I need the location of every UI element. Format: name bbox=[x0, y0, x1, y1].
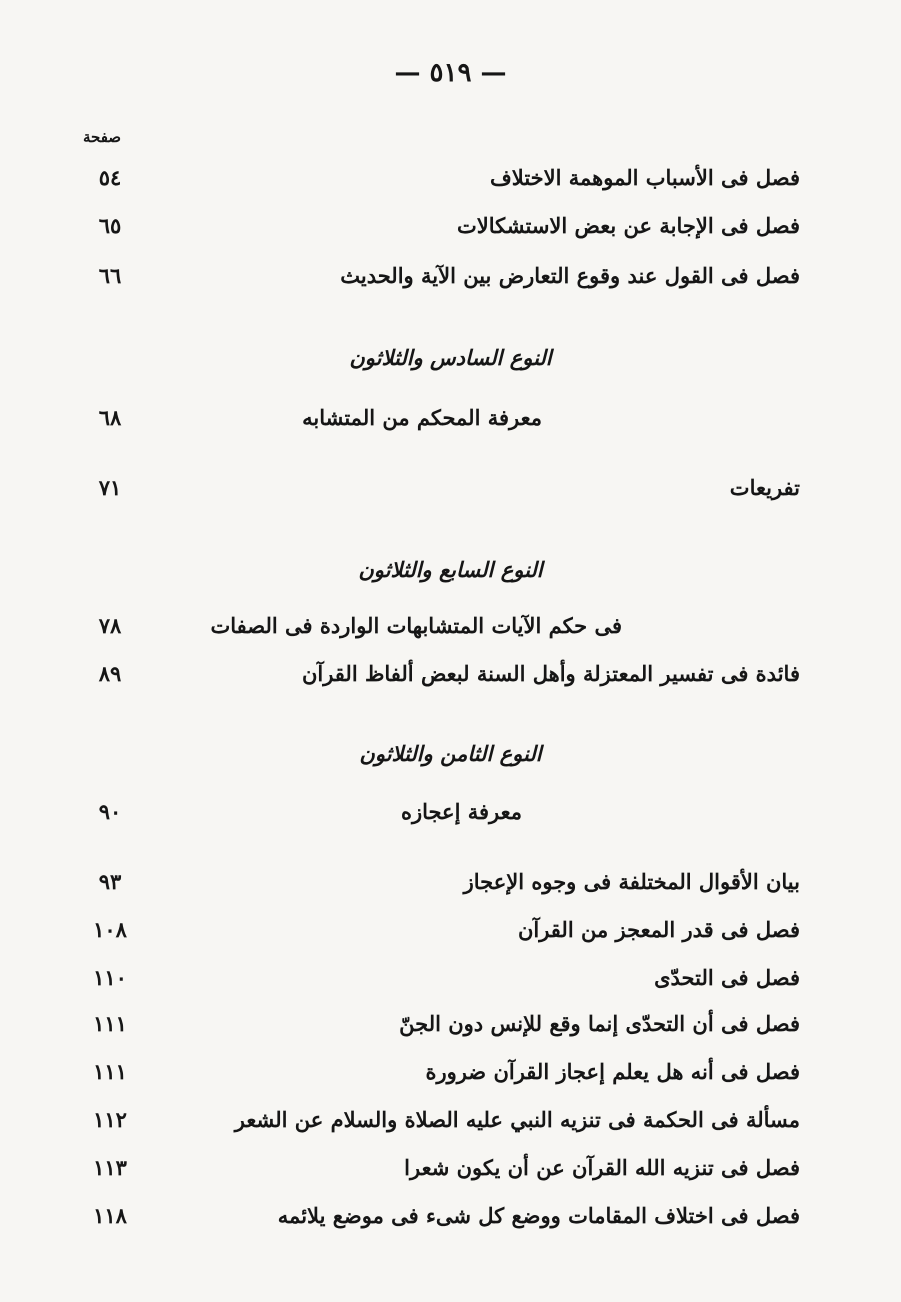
toc-entry bbox=[60, 1004, 800, 1044]
toc-entry bbox=[60, 158, 800, 198]
toc-entry bbox=[60, 862, 800, 902]
toc-entry-title: فصل فى الأسباب الموهمة الاختلاف bbox=[490, 165, 800, 190]
toc-entry-page: ٧١ bbox=[98, 475, 122, 500]
toc-entry-title: معرفة إعجازه bbox=[400, 799, 522, 824]
toc-entry bbox=[60, 606, 800, 646]
toc-entry-title: فصل فى قدر المعجز من القرآن bbox=[517, 917, 800, 942]
toc-entry-title: معرفة المحكم من المتشابه bbox=[302, 405, 542, 430]
toc-entry bbox=[60, 1052, 800, 1092]
toc-entry-title: تفريعات bbox=[729, 475, 800, 500]
toc-entry-page: ١١٣ bbox=[93, 1155, 127, 1180]
toc-entry bbox=[60, 1100, 800, 1140]
toc-entry-page: ١١٠ bbox=[93, 965, 127, 990]
toc-entry bbox=[60, 1196, 800, 1236]
toc-entry bbox=[60, 910, 800, 950]
page-number: — ٥١٩ — bbox=[394, 58, 507, 88]
toc-entry-title: فصل فى أن التحدّى إنما وقع للإنس دون الجنّ bbox=[399, 1011, 800, 1036]
toc-entry-page: ١١١ bbox=[93, 1011, 127, 1036]
toc-entry-title: مسألة فى الحكمة فى تنزيه النبي عليه الصلاة والسلام عن الشعر bbox=[234, 1107, 800, 1132]
section-heading: النوع السادس والثلاثون bbox=[349, 345, 552, 370]
toc-entry-title: فصل فى تنزيه الله القرآن عن أن يكون شعرا bbox=[404, 1155, 800, 1180]
toc-entry-title: فى حكم الآيات المتشابهات الواردة فى الصفات bbox=[210, 613, 622, 638]
toc-entry-page: ٩٠ bbox=[98, 799, 122, 824]
toc-entry-page: ١١٢ bbox=[93, 1107, 127, 1132]
toc-entry bbox=[60, 468, 800, 508]
section-heading: النوع السابع والثلاثون bbox=[358, 557, 543, 582]
toc-entry-title: فائدة فى تفسير المعتزلة وأهل السنة لبعض ألفاظ القرآن bbox=[301, 661, 800, 686]
toc-entry-title: فصل فى اختلاف المقامات ووضع كل شىء فى موضع يلائمه bbox=[277, 1203, 800, 1228]
toc-entry-page: ٦٨ bbox=[98, 405, 122, 430]
toc-entry bbox=[60, 256, 800, 296]
toc-entry-page: ١١١ bbox=[93, 1059, 127, 1084]
toc-entry-page: ٦٥ bbox=[98, 213, 122, 238]
toc-entry-page: ٧٨ bbox=[98, 613, 122, 638]
toc-entry bbox=[60, 654, 800, 694]
toc-entry bbox=[60, 792, 800, 832]
toc-entry bbox=[60, 1148, 800, 1188]
toc-entry bbox=[60, 398, 800, 438]
toc-entry-title: فصل فى القول عند وقوع التعارض بين الآية والحديث bbox=[340, 263, 800, 288]
toc-entry-title: فصل فى التحدّى bbox=[654, 965, 800, 990]
toc-entry-page: ٥٤ bbox=[98, 165, 122, 190]
toc-entry-page: ١٠٨ bbox=[93, 917, 127, 942]
toc-entry-page: ٩٣ bbox=[98, 869, 122, 894]
page-column-label: صفحة bbox=[82, 128, 122, 146]
toc-entry-title: بيان الأقوال المختلفة فى وجوه الإعجاز bbox=[463, 869, 800, 894]
toc-entry bbox=[60, 958, 800, 998]
toc-entry-page: ٨٩ bbox=[98, 661, 122, 686]
toc-entry-page: ٦٦ bbox=[98, 263, 122, 288]
toc-entry bbox=[60, 206, 800, 246]
section-heading: النوع الثامن والثلاثون bbox=[359, 741, 542, 766]
toc-entry-title: فصل فى الإجابة عن بعض الاستشكالات bbox=[457, 213, 800, 238]
toc-entry-page: ١١٨ bbox=[93, 1203, 127, 1228]
toc-entry-title: فصل فى أنه هل يعلم إعجاز القرآن ضرورة bbox=[425, 1059, 800, 1084]
